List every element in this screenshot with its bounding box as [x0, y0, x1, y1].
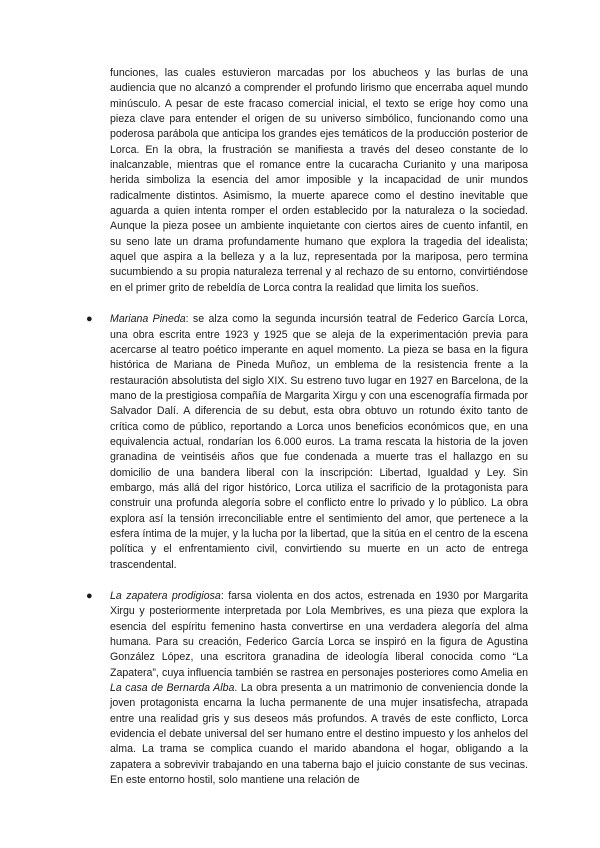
work-title: Mariana Pineda: [110, 313, 186, 326]
item-body-part-a: : farsa violenta en dos actos, estrenada en 1930 por Margarita Xirgu y posteriormente interpretada por Lola Membrives, es una pieza que explora la esencia del espíritu femenino hasta convertirse en una verdadera alegoría del alma humana. Para su creación, Federico García Lorca se inspiró en la figura de Agustina González López, una escritora granadina de ideología liberal conocida como “La Zapatera”, cuya influencia también se rastrea en personajes posteriores como Amelia en: [110, 590, 529, 679]
referenced-work-title: La casa de Bernarda Alba: [110, 682, 235, 695]
text-column: [86, 66, 529, 804]
bullet-icon: ●: [86, 313, 93, 326]
list-item-mariana-pineda: [86, 312, 528, 573]
list-item-text: [110, 589, 528, 788]
continuation-paragraph: funciones, las cuales estuvieron marcadas por los abucheos y las burlas de una audiencia que no alcanzó a comprender el profundo lirismo que encerraba aquel mundo minúsculo. A pesar de este fracaso comercial inicial, el texto se erige hoy como una pieza clave para entender el origen de su universo simbólico, funcionando como una poderosa parábola que anticipa los grandes ejes temáticos de la producción posterior de Lorca. En la obra, la frustración se manifiesta a través del deseo constante de lo inalcanzable, mientras que el romance entre la cucaracha Curianito y una mariposa herida simboliza la esencia del amor imposible y la incapacidad de unir mundos radicalmente distintos. Asimismo, la muerte aparece como el destino inevitable que aguarda a quien intenta romper el orden establecido por la naturaleza o la sociedad. Aunque la pieza posee un ambiente inquietante con ciertos aires de cuento infantil, en su seno late un drama profundamente humano que explora la tragedia del idealista; aquel que aspira a la belleza y a la luz, representada por la mariposa, pero termina sucumbiendo a su propia naturaleza terrenal y al rechazo de su entorno, convirtiéndose en el primer grito de rebeldía de Lorca contra la realidad que limita los sueños.: [110, 67, 528, 294]
item-body-part-b: . La obra presenta a un matrimonio de conveniencia donde la joven protagonista encarna la lucha permanente de una mujer insatisfecha, atrapada entre una realidad gris y sus deseos más profundos. A través de este conflicto, Lorca evidencia el debate universal del ser humano entre el destino impuesto y los anhelos del alma. La trama se complica cuando el marido abandona el hogar, obligando a la zapatera a sobrevivir trabajando en una taberna bajo el juicio constante de sus vecinas. En este entorno hostil, solo mantiene una relación de: [110, 682, 528, 787]
work-title: La zapatera prodigiosa: [110, 590, 221, 602]
list-item-text: [110, 312, 528, 573]
bullet-icon: ●: [86, 590, 93, 602]
list-item-la-zapatera-prodigiosa: [86, 589, 529, 788]
item-body: : se alza como la segunda incursión teatral de Federico García Lorca, una obra escrita entre 1923 y 1925 que se aleja de la experimentación previa para acercarse al teatro poético imperante en aquel momento. La pieza se basa en la figura histórica de Mariana de Pineda Muñoz, un emblema de la resistencia frente a la restauración absolutista del siglo XIX. Su estreno tuvo lugar en 1927 en Barcelona, de la mano de la prestigiosa compañía de Margarita Xirgu y con una escenografía firmada por Salvador Dalí. A diferencia de su debut, esta obra obtuvo un rotundo éxito tanto de crítica como de público, reportando a Lorca unos beneficios económicos que, en una equivalencia actual, rondarían los 6.000 euros. La trama rescata la historia de la joven granadina de veintiséis años que fue condenada a muerte tras el hallazgo en su domicilio de una bandera liberal con la inscripción: Libertad, Igualdad y Ley. Sin embargo, más allá del rigor histórico, Lorca utiliza el sacrificio de la protagonista para construir una profunda alegoría sobre el conflicto entre lo privado y lo público. La obra explora así la tensión irreconciliable entre el sentimiento del amor, que pertenece a la esfera íntima de la mujer, y la lucha por la libertad, que la sitúa en el centro de la escena política y el enfrentamiento civil, convirtiendo su muerte en un acto de entrega trascendental.: [110, 313, 528, 571]
